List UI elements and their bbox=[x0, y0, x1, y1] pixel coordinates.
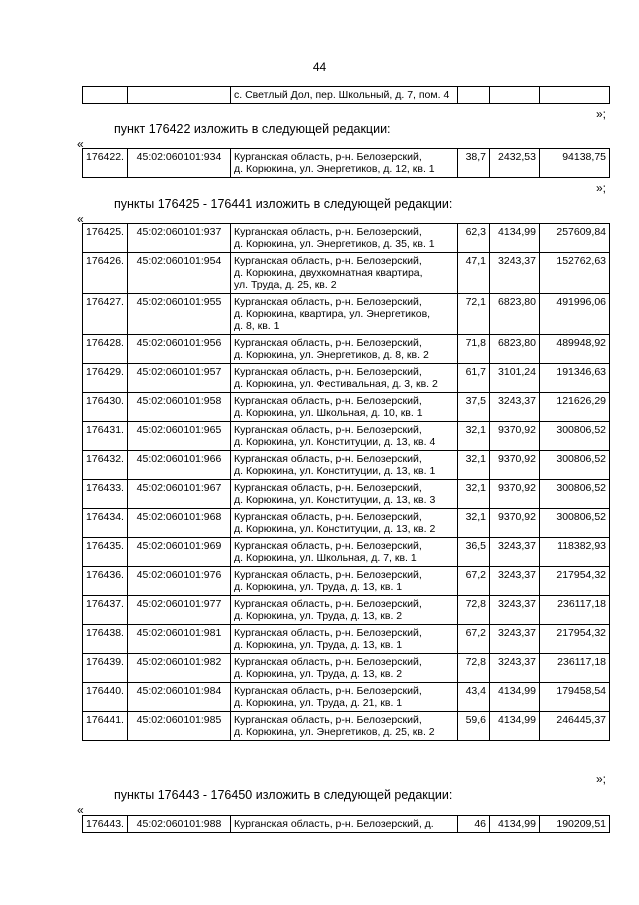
opening-quote: « bbox=[77, 212, 84, 226]
total-cell: 152762,63 bbox=[540, 253, 610, 294]
cadastral-number-cell: 45:02:060101:934 bbox=[128, 149, 231, 178]
cadastral-number-cell: 45:02:060101:988 bbox=[128, 816, 231, 833]
table-row bbox=[83, 683, 610, 712]
item-number-cell: 176437. bbox=[83, 596, 128, 625]
total-cell: 300806,52 bbox=[540, 451, 610, 480]
cadastral-number-cell: 45:02:060101:966 bbox=[128, 451, 231, 480]
table-row bbox=[83, 393, 610, 422]
item-number-cell: 176443. bbox=[83, 816, 128, 833]
cadastral-number-cell: 45:02:060101:957 bbox=[128, 364, 231, 393]
price-cell: 9370,92 bbox=[490, 480, 540, 509]
item-number-cell: 176434. bbox=[83, 509, 128, 538]
address-cell bbox=[231, 335, 458, 364]
address-line: Курганская область, р-н. Белозерский, bbox=[234, 366, 422, 378]
item-number-cell: 176432. bbox=[83, 451, 128, 480]
address-cell bbox=[231, 149, 458, 178]
item-number-cell: 176425. bbox=[83, 224, 128, 253]
item-number-cell: 176431. bbox=[83, 422, 128, 451]
address-line: Курганская область, р-н. Белозерский, bbox=[234, 424, 422, 436]
table-top bbox=[82, 86, 610, 104]
address-line: д. 8, кв. 1 bbox=[234, 320, 280, 332]
total-cell: 118382,93 bbox=[540, 538, 610, 567]
cadastral-number-cell: 45:02:060101:984 bbox=[128, 683, 231, 712]
address-line: Курганская область, р-н. Белозерский, bbox=[234, 685, 422, 697]
table-row bbox=[83, 567, 610, 596]
closing-quote: »; bbox=[596, 181, 607, 195]
area-cell: 32,1 bbox=[458, 509, 490, 538]
address-line: Курганская область, р-н. Белозерский, bbox=[234, 337, 422, 349]
total-cell bbox=[540, 87, 610, 104]
address-line: д. Корюкина, квартира, ул. Энергетиков, bbox=[234, 308, 431, 320]
address-line: д. Корюкина, ул. Энергетиков, д. 25, кв. 2 bbox=[234, 726, 435, 738]
item-number-cell: 176426. bbox=[83, 253, 128, 294]
item-number-cell: 176441. bbox=[83, 712, 128, 741]
address-line: Курганская область, р-н. Белозерский, bbox=[234, 151, 422, 163]
area-cell: 67,2 bbox=[458, 567, 490, 596]
cadastral-number-cell: 45:02:060101:956 bbox=[128, 335, 231, 364]
address-cell bbox=[231, 712, 458, 741]
cadastral-number-cell: 45:02:060101:969 bbox=[128, 538, 231, 567]
area-cell bbox=[458, 87, 490, 104]
section-heading-3: пункты 176443 - 176450 изложить в следующей редакции: bbox=[114, 788, 453, 802]
area-cell: 43,4 bbox=[458, 683, 490, 712]
address-line: Курганская область, р-н. Белозерский, bbox=[234, 511, 422, 523]
price-cell: 3243,37 bbox=[490, 596, 540, 625]
item-number-cell: 176422. bbox=[83, 149, 128, 178]
cadastral-number-cell: 45:02:060101:954 bbox=[128, 253, 231, 294]
cadastral-number-cell: 45:02:060101:937 bbox=[128, 224, 231, 253]
address-cell bbox=[231, 224, 458, 253]
price-cell: 9370,92 bbox=[490, 422, 540, 451]
price-cell: 3243,37 bbox=[490, 253, 540, 294]
total-cell: 489948,92 bbox=[540, 335, 610, 364]
total-cell: 190209,51 bbox=[540, 816, 610, 833]
area-cell: 59,6 bbox=[458, 712, 490, 741]
table-row bbox=[83, 422, 610, 451]
address-line: д. Корюкина, ул. Конституции, д. 13, кв. 3 bbox=[234, 494, 436, 506]
cadastral-number-cell: 45:02:060101:955 bbox=[128, 294, 231, 335]
address-cell bbox=[231, 509, 458, 538]
section-heading-2: пункты 176425 - 176441 изложить в следующей редакции: bbox=[114, 197, 453, 211]
cadastral-number-cell bbox=[128, 87, 231, 104]
total-cell: 300806,52 bbox=[540, 422, 610, 451]
address-line: ул. Труда, д. 25, кв. 2 bbox=[234, 279, 337, 291]
table-section-1 bbox=[82, 148, 610, 178]
price-cell: 3243,37 bbox=[490, 567, 540, 596]
area-cell: 32,1 bbox=[458, 451, 490, 480]
address-cell bbox=[231, 596, 458, 625]
cadastral-number-cell: 45:02:060101:976 bbox=[128, 567, 231, 596]
total-cell: 217954,32 bbox=[540, 567, 610, 596]
address-line: д. Корюкина, ул. Конституции, д. 13, кв. 2 bbox=[234, 523, 436, 535]
address-cell bbox=[231, 87, 458, 104]
address-line: с. Светлый Дол, пер. Школьный, д. 7, пом. 4 bbox=[234, 89, 450, 101]
cadastral-number-cell: 45:02:060101:958 bbox=[128, 393, 231, 422]
address-line: д. Корюкина, ул. Энергетиков, д. 8, кв. 2 bbox=[234, 349, 429, 361]
price-cell: 4134,99 bbox=[490, 816, 540, 833]
closing-quote: »; bbox=[596, 107, 607, 121]
item-number-cell: 176428. bbox=[83, 335, 128, 364]
area-cell: 71,8 bbox=[458, 335, 490, 364]
address-cell bbox=[231, 654, 458, 683]
total-cell: 94138,75 bbox=[540, 149, 610, 178]
address-line: д. Корюкина, ул. Труда, д. 13, кв. 2 bbox=[234, 668, 403, 680]
address-line: Курганская область, р-н. Белозерский, bbox=[234, 569, 422, 581]
area-cell: 46 bbox=[458, 816, 490, 833]
address-cell bbox=[231, 294, 458, 335]
address-cell bbox=[231, 625, 458, 654]
area-cell: 47,1 bbox=[458, 253, 490, 294]
address-line: д. Корюкина, ул. Фестивальная, д. 3, кв. 2 bbox=[234, 378, 438, 390]
total-cell: 217954,32 bbox=[540, 625, 610, 654]
section-heading-1: пункт 176422 изложить в следующей редакции: bbox=[114, 122, 391, 136]
area-cell: 36,5 bbox=[458, 538, 490, 567]
address-line: Курганская область, р-н. Белозерский, д. bbox=[234, 818, 434, 830]
area-cell: 72,8 bbox=[458, 654, 490, 683]
table-row bbox=[83, 538, 610, 567]
area-cell: 61,7 bbox=[458, 364, 490, 393]
price-cell: 4134,99 bbox=[490, 712, 540, 741]
price-cell: 3243,37 bbox=[490, 625, 540, 654]
table-row bbox=[83, 712, 610, 741]
price-cell: 4134,99 bbox=[490, 224, 540, 253]
address-line: д. Корюкина, ул. Конституции, д. 13, кв. 4 bbox=[234, 436, 436, 448]
address-line: д. Корюкина, ул. Конституции, д. 13, кв. 1 bbox=[234, 465, 436, 477]
price-cell: 3101,24 bbox=[490, 364, 540, 393]
item-number-cell: 176427. bbox=[83, 294, 128, 335]
area-cell: 67,2 bbox=[458, 625, 490, 654]
item-number-cell: 176429. bbox=[83, 364, 128, 393]
table-row bbox=[83, 451, 610, 480]
total-cell: 236117,18 bbox=[540, 654, 610, 683]
address-line: Курганская область, р-н. Белозерский, bbox=[234, 296, 422, 308]
total-cell: 491996,06 bbox=[540, 294, 610, 335]
address-cell bbox=[231, 422, 458, 451]
item-number-cell: 176439. bbox=[83, 654, 128, 683]
price-cell: 9370,92 bbox=[490, 509, 540, 538]
table-row bbox=[83, 596, 610, 625]
item-number-cell: 176436. bbox=[83, 567, 128, 596]
price-cell: 3243,37 bbox=[490, 654, 540, 683]
address-cell bbox=[231, 253, 458, 294]
address-line: д. Корюкина, ул. Труда, д. 13, кв. 2 bbox=[234, 610, 403, 622]
address-line: д. Корюкина, ул. Труда, д. 13, кв. 1 bbox=[234, 639, 403, 651]
table-row bbox=[83, 149, 610, 178]
address-cell bbox=[231, 683, 458, 712]
address-cell bbox=[231, 816, 458, 833]
price-cell: 4134,99 bbox=[490, 683, 540, 712]
price-cell: 3243,37 bbox=[490, 393, 540, 422]
address-line: д. Корюкина, ул. Школьная, д. 10, кв. 1 bbox=[234, 407, 423, 419]
address-line: д. Корюкина, ул. Труда, д. 21, кв. 1 bbox=[234, 697, 403, 709]
total-cell: 121626,29 bbox=[540, 393, 610, 422]
address-line: Курганская область, р-н. Белозерский, bbox=[234, 395, 422, 407]
area-cell: 38,7 bbox=[458, 149, 490, 178]
address-line: Курганская область, р-н. Белозерский, bbox=[234, 540, 422, 552]
area-cell: 32,1 bbox=[458, 422, 490, 451]
total-cell: 179458,54 bbox=[540, 683, 610, 712]
cadastral-number-cell: 45:02:060101:967 bbox=[128, 480, 231, 509]
address-cell bbox=[231, 480, 458, 509]
address-line: д. Корюкина, ул. Труда, д. 13, кв. 1 bbox=[234, 581, 403, 593]
table-row bbox=[83, 816, 610, 833]
table-row bbox=[83, 224, 610, 253]
table-row bbox=[83, 480, 610, 509]
item-number-cell bbox=[83, 87, 128, 104]
table-row bbox=[83, 253, 610, 294]
price-cell: 3243,37 bbox=[490, 538, 540, 567]
price-cell: 9370,92 bbox=[490, 451, 540, 480]
total-cell: 257609,84 bbox=[540, 224, 610, 253]
cadastral-number-cell: 45:02:060101:985 bbox=[128, 712, 231, 741]
item-number-cell: 176440. bbox=[83, 683, 128, 712]
address-line: Курганская область, р-н. Белозерский, bbox=[234, 482, 422, 494]
item-number-cell: 176438. bbox=[83, 625, 128, 654]
table-row bbox=[83, 87, 610, 104]
address-cell bbox=[231, 451, 458, 480]
area-cell: 72,1 bbox=[458, 294, 490, 335]
address-line: д. Корюкина, ул. Энергетиков, д. 35, кв. 1 bbox=[234, 238, 435, 250]
table-section-3 bbox=[82, 815, 610, 833]
table-section-2 bbox=[82, 223, 610, 741]
area-cell: 32,1 bbox=[458, 480, 490, 509]
cadastral-number-cell: 45:02:060101:968 bbox=[128, 509, 231, 538]
item-number-cell: 176435. bbox=[83, 538, 128, 567]
table-row bbox=[83, 294, 610, 335]
table-row bbox=[83, 364, 610, 393]
address-line: д. Корюкина, ул. Энергетиков, д. 12, кв. 1 bbox=[234, 163, 435, 175]
address-line: Курганская область, р-н. Белозерский, bbox=[234, 714, 422, 726]
opening-quote: « bbox=[77, 803, 84, 817]
address-cell bbox=[231, 393, 458, 422]
address-line: Курганская область, р-н. Белозерский, bbox=[234, 656, 422, 668]
address-line: Курганская область, р-н. Белозерский, bbox=[234, 255, 422, 267]
total-cell: 300806,52 bbox=[540, 480, 610, 509]
table-row bbox=[83, 509, 610, 538]
cadastral-number-cell: 45:02:060101:981 bbox=[128, 625, 231, 654]
closing-quote: »; bbox=[596, 772, 607, 786]
area-cell: 37,5 bbox=[458, 393, 490, 422]
address-cell bbox=[231, 364, 458, 393]
area-cell: 62,3 bbox=[458, 224, 490, 253]
address-line: Курганская область, р-н. Белозерский, bbox=[234, 598, 422, 610]
table-row bbox=[83, 625, 610, 654]
price-cell: 6823,80 bbox=[490, 294, 540, 335]
total-cell: 191346,63 bbox=[540, 364, 610, 393]
cadastral-number-cell: 45:02:060101:965 bbox=[128, 422, 231, 451]
price-cell: 6823,80 bbox=[490, 335, 540, 364]
page-number: 44 bbox=[312, 60, 327, 74]
address-line: Курганская область, р-н. Белозерский, bbox=[234, 453, 422, 465]
total-cell: 236117,18 bbox=[540, 596, 610, 625]
table-row bbox=[83, 654, 610, 683]
price-cell: 2432,53 bbox=[490, 149, 540, 178]
address-line: Курганская область, р-н. Белозерский, bbox=[234, 627, 422, 639]
address-line: Курганская область, р-н. Белозерский, bbox=[234, 226, 422, 238]
address-cell bbox=[231, 538, 458, 567]
opening-quote: « bbox=[77, 137, 84, 151]
total-cell: 300806,52 bbox=[540, 509, 610, 538]
price-cell bbox=[490, 87, 540, 104]
total-cell: 246445,37 bbox=[540, 712, 610, 741]
item-number-cell: 176433. bbox=[83, 480, 128, 509]
item-number-cell: 176430. bbox=[83, 393, 128, 422]
table-row bbox=[83, 335, 610, 364]
cadastral-number-cell: 45:02:060101:977 bbox=[128, 596, 231, 625]
address-line: д. Корюкина, ул. Школьная, д. 7, кв. 1 bbox=[234, 552, 417, 564]
address-line: д. Корюкина, двухкомнатная квартира, bbox=[234, 267, 423, 279]
address-cell bbox=[231, 567, 458, 596]
area-cell: 72,8 bbox=[458, 596, 490, 625]
cadastral-number-cell: 45:02:060101:982 bbox=[128, 654, 231, 683]
